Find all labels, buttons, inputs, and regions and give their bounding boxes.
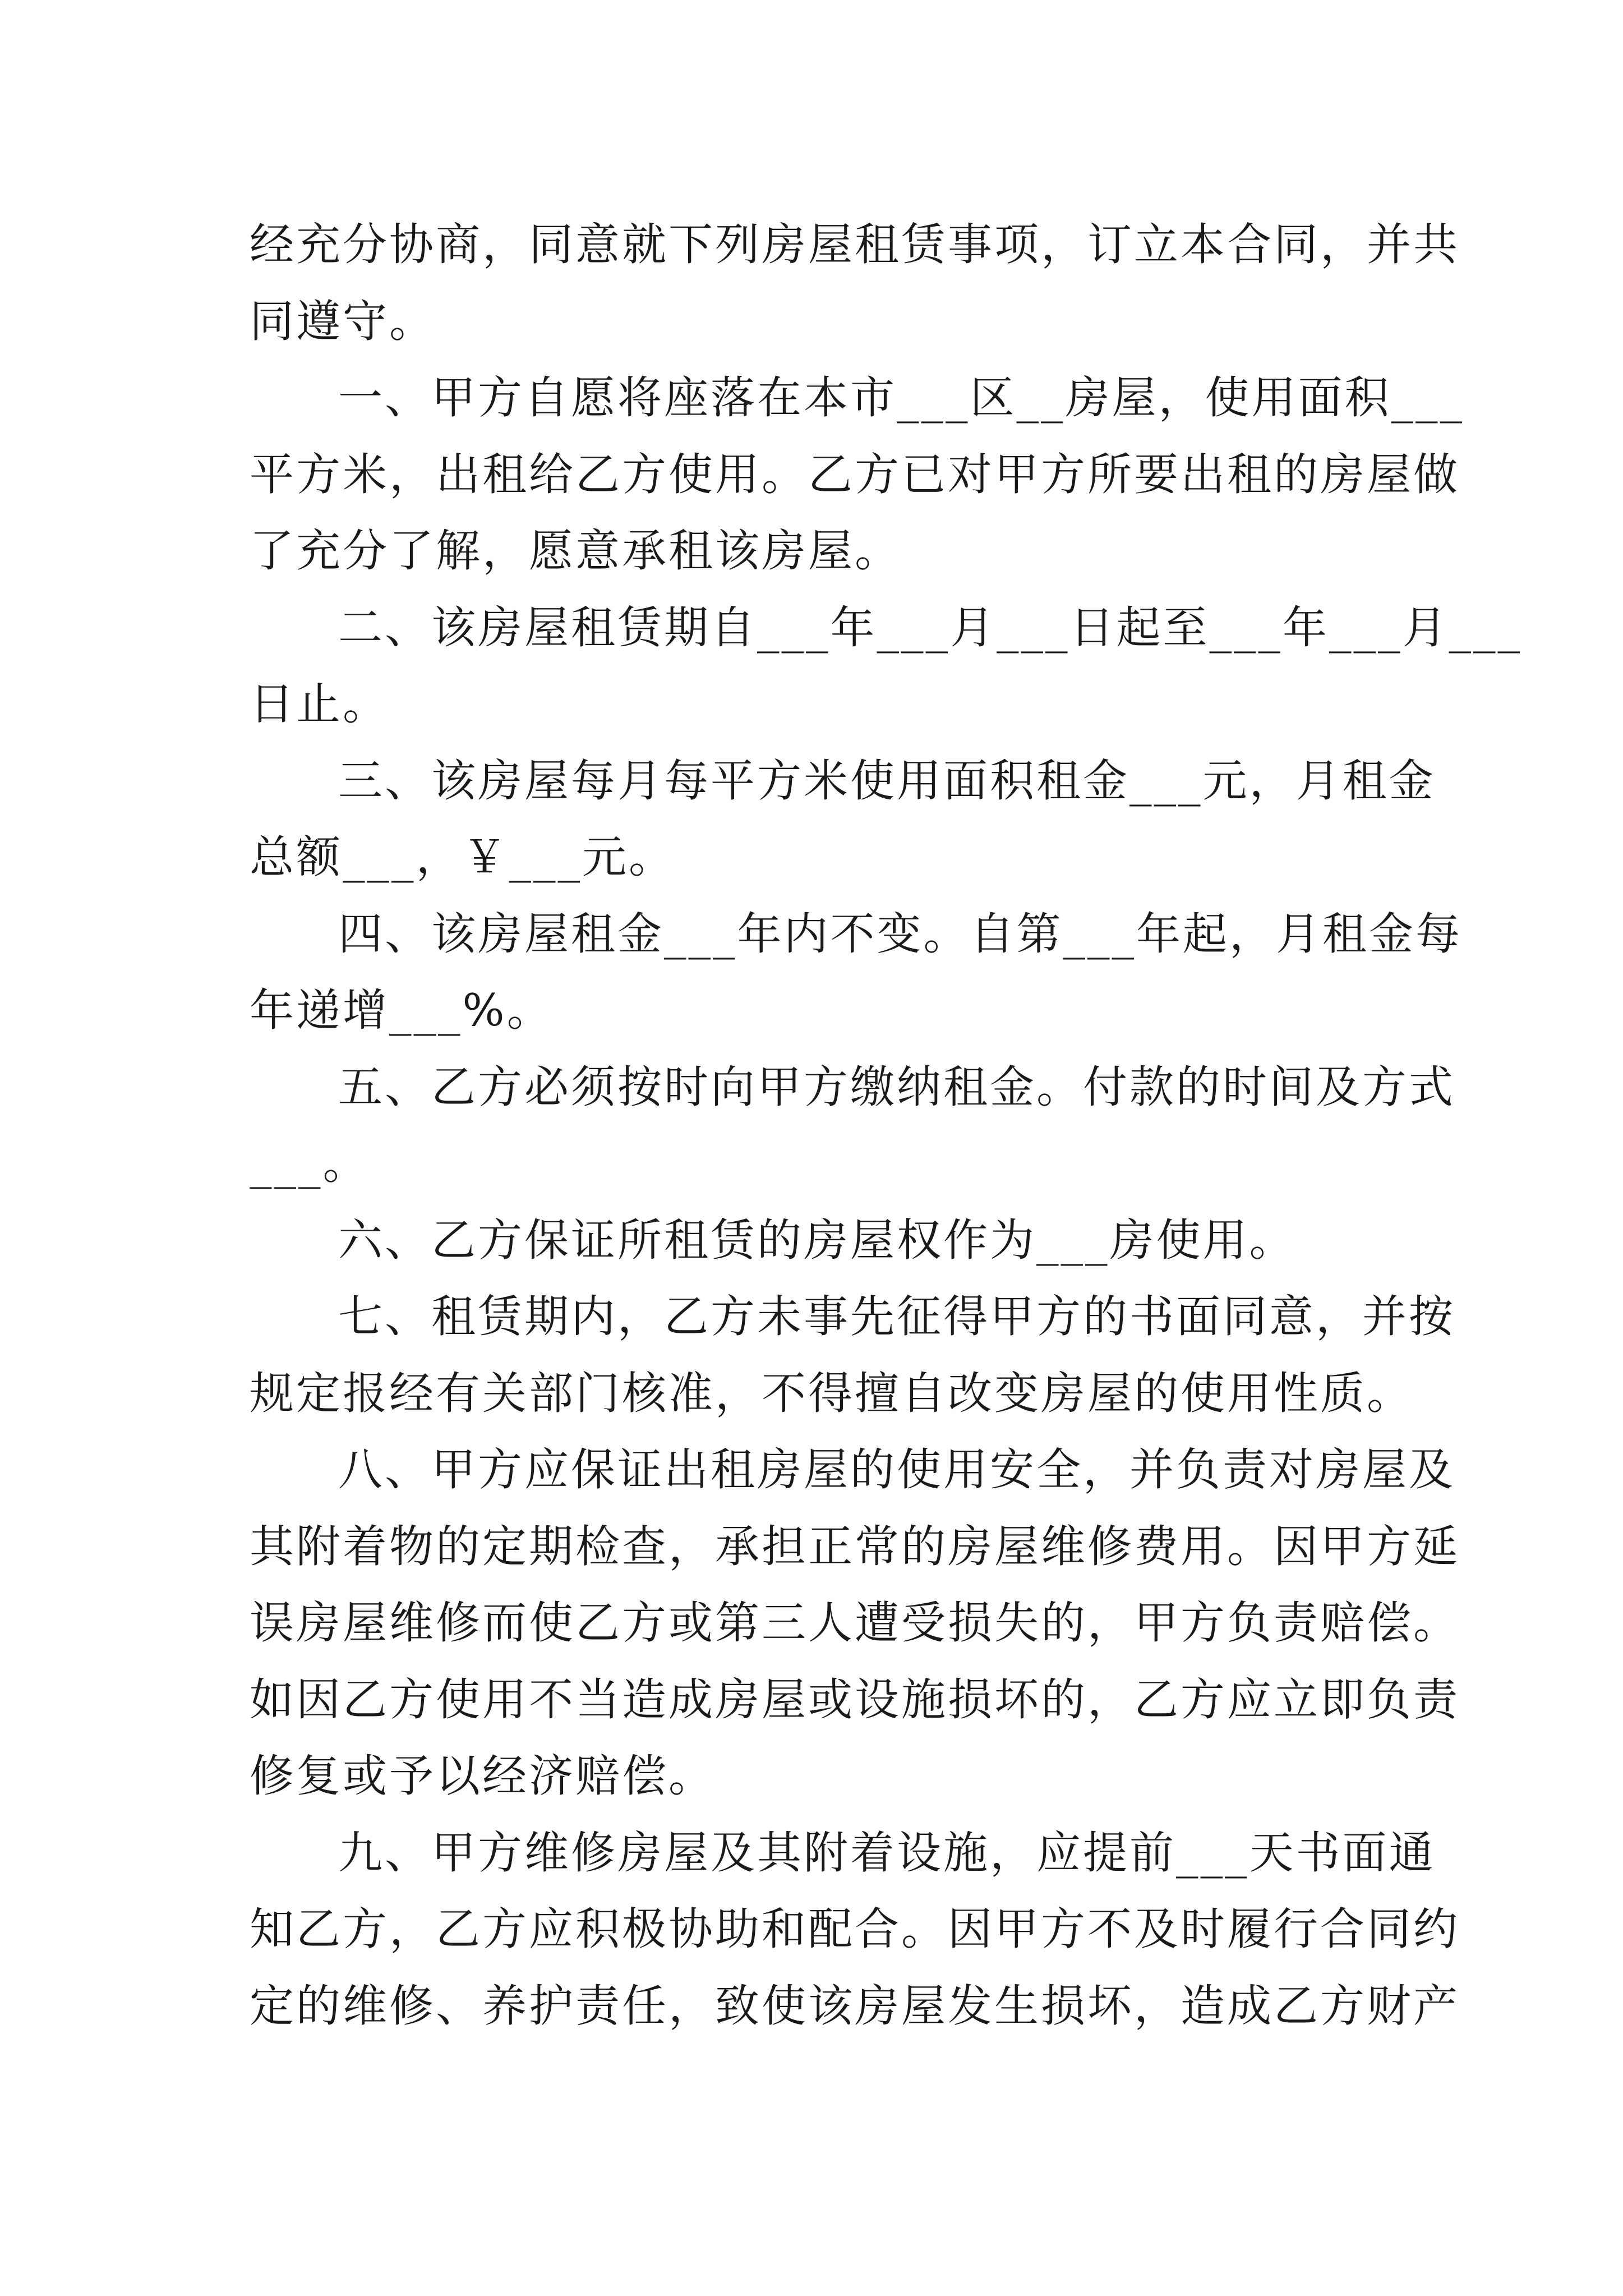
- text-line: 规定报经有关部门核准，不得擅自改变房屋的使用性质。: [250, 1367, 1413, 1419]
- text-line: 年递增___%。: [250, 984, 554, 1036]
- clause-8-line: 八、甲方应保证出租房屋的使用安全，并负责对房屋及: [338, 1444, 1455, 1496]
- clause-4-line: 四、该房屋租金___年内不变。自第___年起，月租金每: [338, 908, 1462, 960]
- text-line: ___。: [250, 1138, 370, 1189]
- clause-6-line: 六、乙方保证所租赁的房屋权作为___房使用。: [338, 1214, 1296, 1266]
- clause-5-line: 五、乙方必须按时向甲方缴纳租金。付款的时间及方式: [338, 1061, 1455, 1113]
- text-line: 总额___，￥___元。: [250, 831, 675, 883]
- clause-2-line: 二、该房屋租赁期自___年___月___日起至___年___月___: [338, 601, 1522, 654]
- text-line: 同遵守。: [250, 295, 436, 347]
- text-line: 平方米，出租给乙方使用。乙方已对甲方所要出租的房屋做: [250, 448, 1460, 500]
- clause-3-line: 三、该房屋每月每平方米使用面积租金___元，月租金: [338, 754, 1436, 807]
- clause-1-line: 一、甲方自愿将座落在本市___区__房屋，使用面积___: [338, 372, 1464, 424]
- text-line: 如因乙方使用不当造成房屋或设施损坏的，乙方应立即负责: [250, 1673, 1460, 1726]
- contract-body: [250, 206, 1522, 2044]
- clause-7-line: 七、租赁期内，乙方未事先征得甲方的书面同意，并按: [338, 1291, 1455, 1342]
- clause-9-line: 九、甲方维修房屋及其附着设施，应提前___天书面通: [338, 1826, 1436, 1879]
- text-line: 日止。: [250, 678, 389, 730]
- text-line: 修复或予以经济赔偿。: [250, 1750, 715, 1802]
- text-line: 定的维修、养护责任，致使该房屋发生损坏，造成乙方财产: [250, 1980, 1460, 2032]
- text-line: 其附着物的定期检查，承担正常的房屋维修费用。因甲方延: [250, 1520, 1460, 1572]
- text-line: 了充分了解，愿意承租该房屋。: [250, 525, 901, 577]
- text-line: 经充分协商，同意就下列房屋租赁事项，订立本合同，并共: [250, 219, 1460, 270]
- text-line: 误房屋维修而使乙方或第三人遭受损失的，甲方负责赔偿。: [250, 1597, 1460, 1649]
- text-line: 知乙方，乙方应积极协助和配合。因甲方不及时履行合同约: [250, 1903, 1460, 1955]
